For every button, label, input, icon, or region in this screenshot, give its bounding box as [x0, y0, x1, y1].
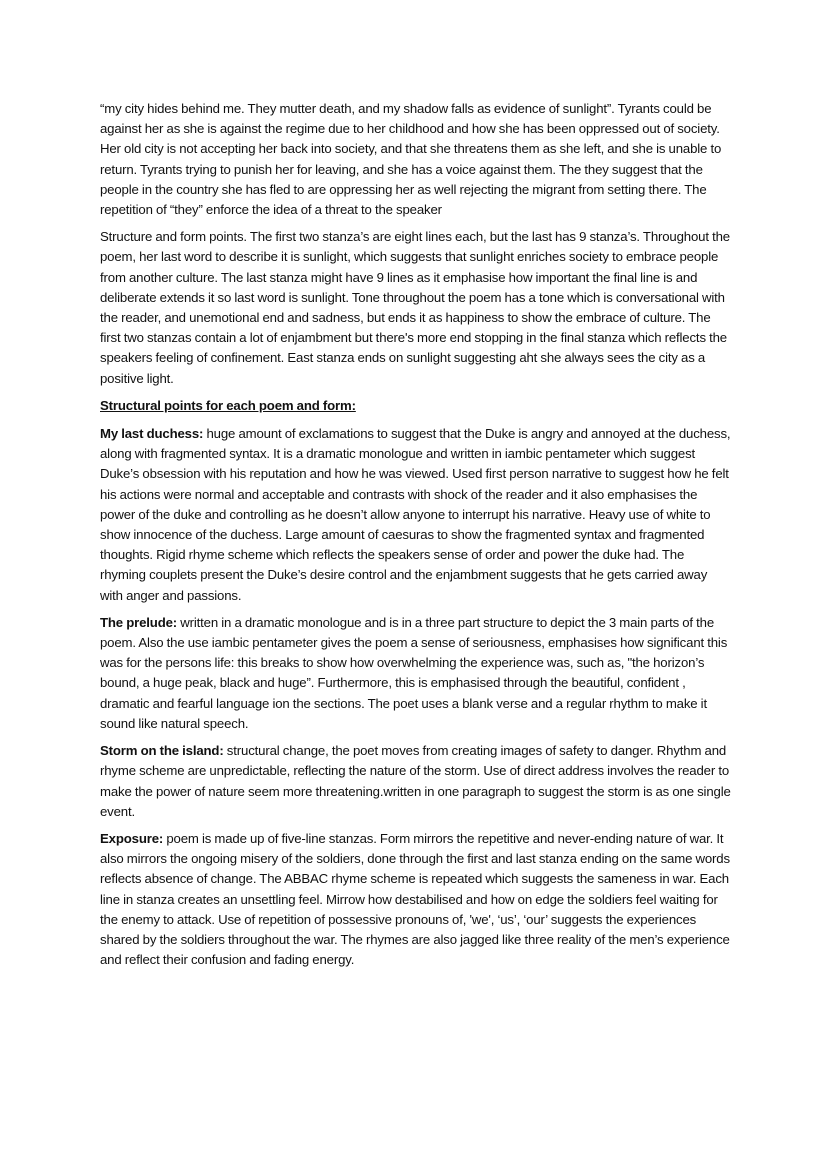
poem-notes: huge amount of exclamations to suggest that the Duke is angry and annoyed at the duchess, along with fragmented syntax. It is a dramatic monologue and written in iambic pentameter which suggest Duke’s obsession with his reputation and how he was viewed. Used first person narrative to suggest how he felt his actions were normal and acceptable and contrasts with shock of the reader and it also emphasises the power of the duke and controlling as he doesn’t allow anyone to interrupt his narrative. Heavy use of white to show innocence of the duchess. Large amount of caesuras to show the fragmented syntax and fragmented thoughts. Rigid rhyme scheme which reflects the speakers sense of order and power the duke had. The rhyming couplets present the Duke’s desire control and the enjambment suggests that he gets carried away with anger and passions. — [100, 426, 731, 603]
poem-paragraph-my-last-duchess — [100, 424, 732, 606]
poem-paragraph-exposure — [100, 829, 732, 970]
poem-paragraph-storm-on-the-island — [100, 741, 732, 822]
structure-form-paragraph: Structure and form points. The first two stanza’s are eight lines each, but the last has 9 stanza’s. Throughout the poem, her last word to describe it is sunlight, which suggests that sunlight enriches society to embrace people from another culture. The last stanza might have 9 lines as it emphasise how important the final line is and deliberate extends it so last word is sunlight. Tone throughout the poem has a tone which is conversational with the reader, and unemotional end and sadness, but ends it as happiness to show the embrace of culture. The first two stanzas contain a lot of enjambment but there's more end stopping in the final stanza which reflects the speakers feeling of confinement. East stanza ends on sunlight suggesting aht she always sees the city as a positive light. — [100, 229, 730, 386]
poem-title: The prelude: — [100, 614, 178, 630]
poem-title: My last duchess: — [100, 426, 204, 442]
poem-notes: structural change, the poet moves from creating images of safety to danger. Rhythm and rhyme scheme are unpredictable, reflecting the nature of the storm. Use of direct address involves the reader to make the power of nature seem more threatening.written in one paragraph to suggest the storm is as one single event. — [100, 743, 731, 819]
poem-paragraph-the-prelude — [100, 613, 732, 734]
poem-notes: written in a dramatic monologue and is in a three part structure to depict the 3 main parts of the poem. Also the use iambic pentameter gives the poem a sense of seriousness, emphasises how significant this was for the persons life: this breaks to show how overwhelming the experience was, such as, "the horizon’s bound, a huge peak, black and huge”. Furthermore, this is emphasised through the beautiful, confident , dramatic and fearful language ion the sections. The poet uses a blank verse and a regular rhythm to make it sound like natural speech. — [100, 614, 728, 731]
poem-title: Exposure: — [100, 830, 164, 846]
intro-paragraph: “my city hides behind me. They mutter death, and my shadow falls as evidence of sunlight”. Tyrants could be against her as she is against the regime due to her childhood and how she has been oppressed out of society. Her old city is not accepting her back into society, and that she threatens them as she left, and she is unable to return. Tyrants trying to punish her for leaving, and she has a voice against them. The they suggest that the people in the country she has fled to are oppressing her as well rejecting the migrant from setting there. The repetition of “they” enforce the idea of a threat to the speaker — [100, 101, 722, 218]
poem-notes: poem is made up of five-line stanzas. Form mirrors the repetitive and never-ending nature of war. It also mirrors the ongoing misery of the soldiers, done through the first and last stanza ending on the same words reflects absence of change. The ABBAC rhyme scheme is repeated which suggests the sameness in war. Each line in stanza creates an unsettling feel. Mirrow how destabilised and how on edge the soldiers feel waiting for the enemy to attack. Use of repetition of possessive pronouns of, 'we', ‘us’, ‘our’ suggests the experiences shared by the soldiers throughout the war. The rhymes are also jagged like three reality of the men’s experience and reflect their confusion and fading energy. — [100, 830, 730, 968]
document-page — [100, 99, 732, 977]
section-heading: Structural points for each poem and form: — [100, 397, 356, 413]
poem-title: Storm on the island: — [100, 743, 224, 759]
